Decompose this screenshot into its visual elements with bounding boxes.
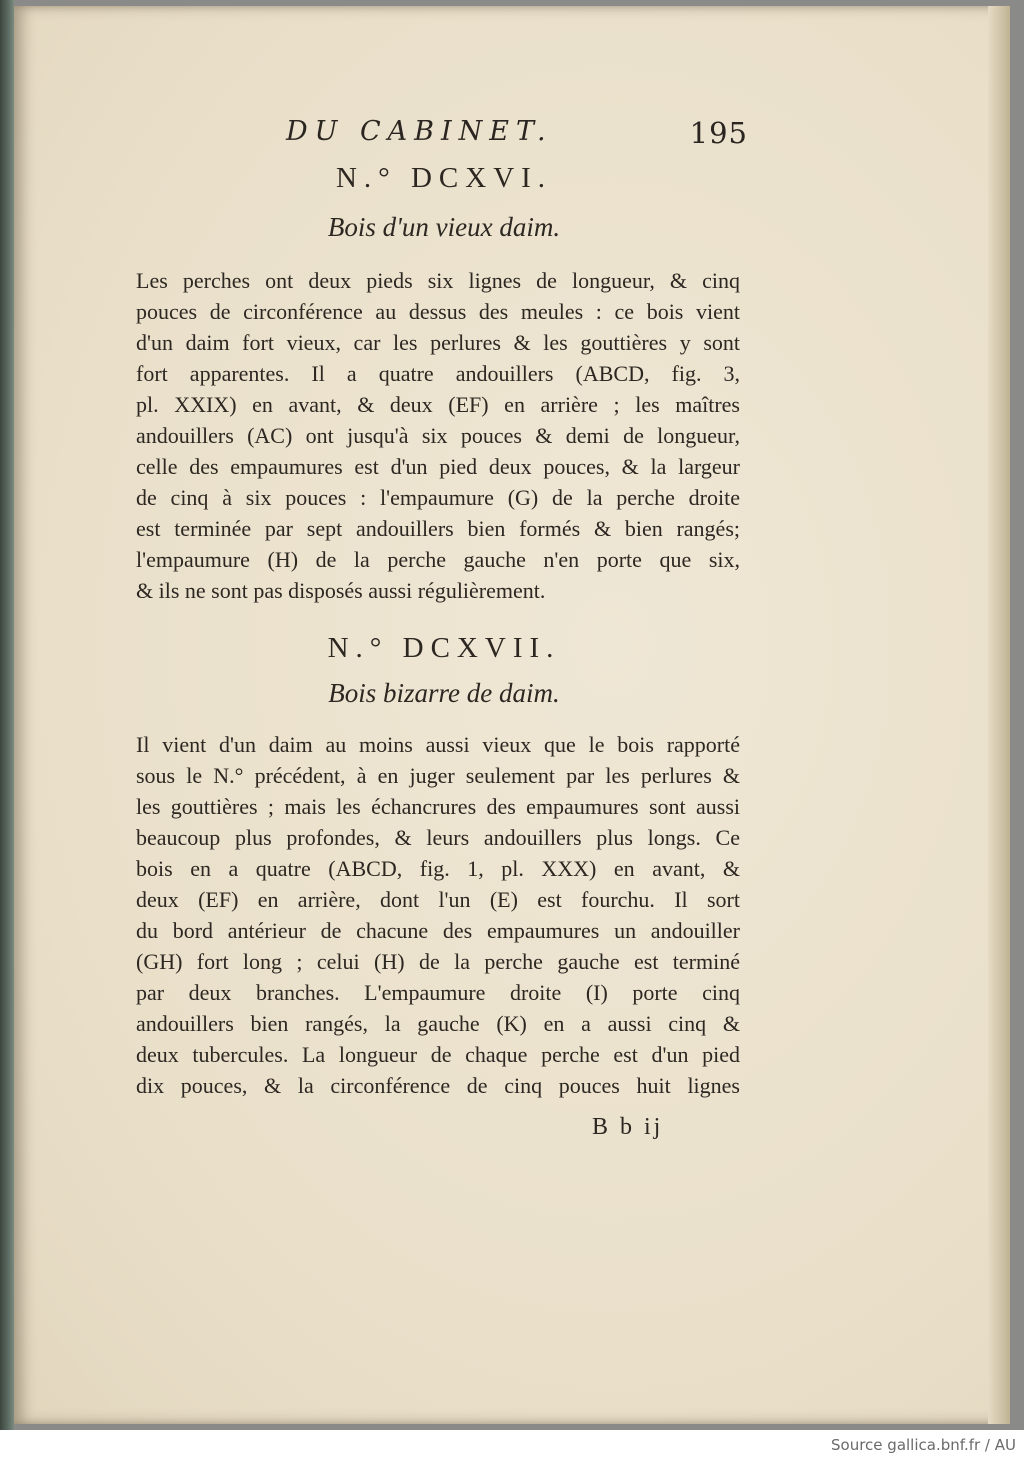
running-head: DU CABINET. — [286, 116, 553, 147]
paragraph-line: d'un daim fort vieux, car les perlures & les gouttières y sont — [136, 330, 740, 355]
paragraph-line: celle des empaumures est d'un pied deux pouces, & la largeur — [136, 454, 740, 479]
paragraph-line: deux tubercules. La longueur de chaque perche est d'un pied — [136, 1042, 740, 1067]
paragraph-line: pl. XXIX) en avant, & deux (EF) en arrière ; les maîtres — [136, 392, 740, 417]
paragraph-line: Il vient d'un daim au moins aussi vieux que le bois rapporté — [136, 732, 740, 757]
paragraph-line: est terminée par sept andouillers bien formés & bien rangés; — [136, 516, 740, 541]
source-credit: Source gallica.bnf.fr / AU — [831, 1436, 1016, 1454]
entry-paragraph — [136, 265, 740, 606]
paragraph-line: (GH) fort long ; celui (H) de la perche gauche est terminé — [136, 949, 740, 974]
paragraph-line: l'empaumure (H) de la perche gauche n'en porte que six, — [136, 547, 740, 572]
entry-title: Bois bizarre de daim. — [328, 678, 560, 708]
entry-number: N.° DCXVII. — [327, 632, 561, 664]
page-edge — [988, 6, 1010, 1424]
paragraph-line: par deux branches. L'empaumure droite (I) porte cinq — [136, 980, 740, 1005]
paragraph-line: les gouttières ; mais les échancrures des empaumures sont aussi — [136, 794, 740, 819]
paragraph-line: bois en a quatre (ABCD, fig. 1, pl. XXX) en avant, & — [136, 856, 740, 881]
paragraph-line: & ils ne sont pas disposés aussi régulièrement. — [136, 578, 546, 603]
book-binding — [0, 0, 14, 1430]
paragraph-line: Les perches ont deux pieds six lignes de longueur, & cinq — [136, 268, 740, 293]
entry-title: Bois d'un vieux daim. — [327, 212, 561, 242]
signature-mark: B b ij — [592, 1114, 664, 1140]
paragraph-line: fort apparentes. Il a quatre andouillers (ABCD, fig. 3, — [136, 361, 740, 386]
entry-number: N.° DCXVI. — [335, 162, 553, 194]
page-number: 195 — [689, 116, 748, 150]
book-page — [14, 6, 1010, 1424]
paragraph-line: de cinq à six pouces : l'empaumure (G) de la perche droite — [136, 485, 740, 510]
paragraph-line: deux (EF) en arrière, dont l'un (E) est fourchu. Il sort — [136, 887, 740, 912]
paragraph-line: sous le N.° précédent, à en juger seulement par les perlures & — [136, 763, 740, 788]
paragraph-line: pouces de circonférence au dessus des meules : ce bois vient — [136, 299, 740, 324]
entry-paragraph — [136, 729, 740, 1101]
paragraph-line: du bord antérieur de chacune des empaumures un andouiller — [136, 918, 740, 943]
page-header — [282, 110, 752, 150]
paragraph-line: andouillers bien rangés, la gauche (K) en a aussi cinq & — [136, 1011, 740, 1036]
paragraph-line: andouillers (AC) ont jusqu'à six pouces & demi de longueur, — [136, 423, 740, 448]
paragraph-line: dix pouces, & la circonférence de cinq pouces huit lignes — [136, 1073, 740, 1098]
paragraph-line: beaucoup plus profondes, & leurs andouillers plus longs. Ce — [136, 825, 740, 850]
